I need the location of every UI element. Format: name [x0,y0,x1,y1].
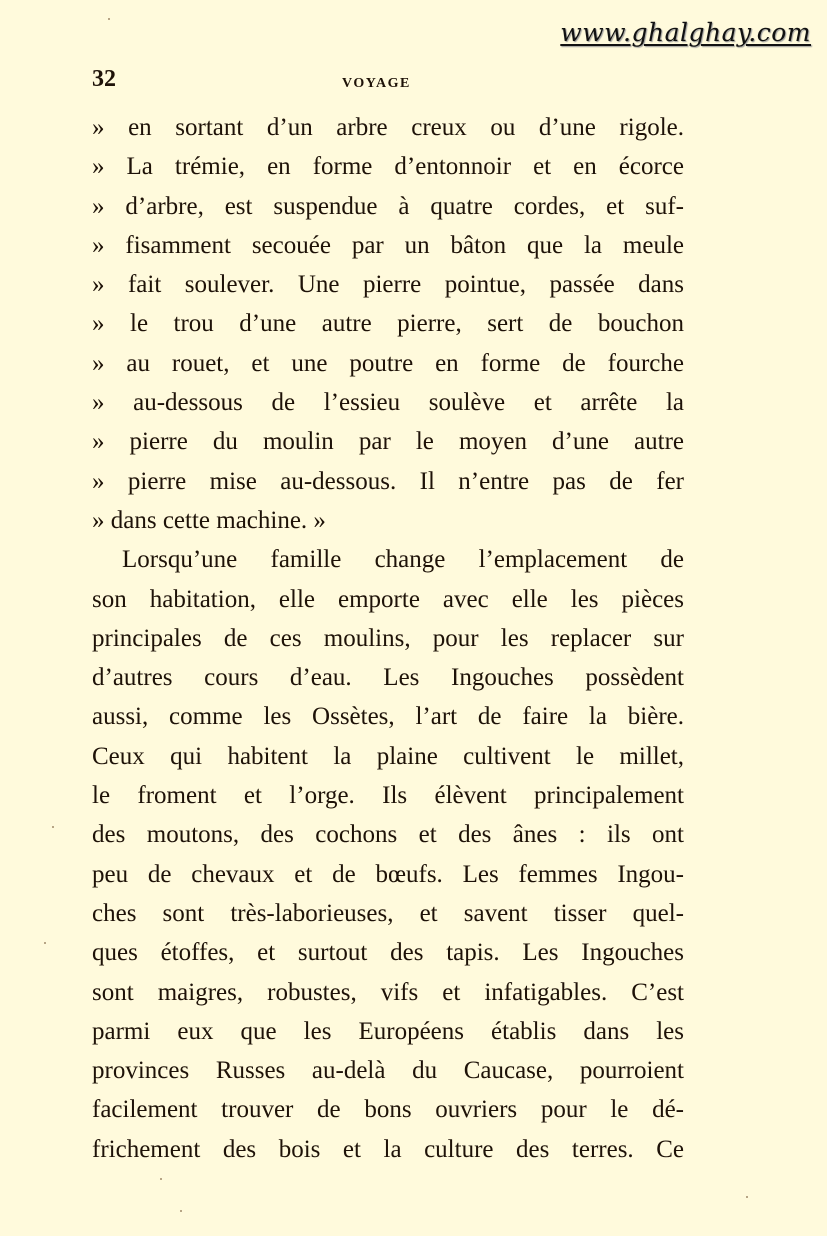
text-line: » le trou d’une autre pierre, sert de bouchon [92,310,684,338]
text-line: principales de ces moulins, pour les replacer sur [92,624,684,652]
paragraph-first-line: Lorsqu’une famille change l’emplacement de [122,546,684,574]
scan-speck [180,1210,182,1212]
text-line: » pierre du moulin par le moyen d’une autre [92,428,684,456]
scan-speck [746,1196,748,1198]
watermark-url: www.ghalghay.com [560,18,811,47]
text-line: ques étoffes, et surtout des tapis. Les Ingouches [92,939,684,967]
text-line: ches sont très-laborieuses, et savent tisser quel- [92,899,684,927]
text-line: frichement des bois et la culture des terres. Ce [92,1135,684,1163]
scan-speck [44,942,46,944]
text-line: » dans cette machine. » [92,506,326,534]
text-line: le froment et l’orge. Ils élèvent principalement [92,782,684,810]
running-head [92,66,682,96]
text-line: » au-dessous de l’essieu soulève et arrête la [92,389,684,417]
text-line: facilement trouver de bons ouvriers pour le dé- [92,1096,684,1124]
text-line: sont maigres, robustes, vifs et infatigables. C’est [92,978,684,1006]
text-line: » en sortant d’un arbre creux ou d’une rigole. [92,114,684,141]
text-line: d’autres cours d’eau. Les Ingouches possèdent [92,664,684,692]
text-line: » fait soulever. Une pierre pointue, passée dans [92,271,684,299]
text-line: » fisamment secouée par un bâton que la meule [92,231,684,259]
text-line: » d’arbre, est suspendue à quatre cordes, et suf- [92,192,684,220]
text-line: provinces Russes au-delà du Caucase, pourroient [92,1057,684,1085]
running-title: VOYAGE [342,76,411,91]
scan-speck [52,826,54,828]
page-number: 32 [92,66,116,92]
text-line: Ceux qui habitent la plaine cultivent le millet, [92,742,684,770]
text-line: » pierre mise au-dessous. Il n’entre pas de fer [92,467,684,495]
scan-speck [108,18,110,20]
scan-speck [160,1178,162,1180]
text-line: » La trémie, en forme d’entonnoir et en écorce [92,153,684,181]
text-line: parmi eux que les Européens établis dans les [92,1017,684,1045]
text-line: des moutons, des cochons et des ânes : ils ont [92,821,684,849]
page-body-text [92,108,684,1169]
text-line: son habitation, elle emporte avec elle les pièces [92,585,684,613]
text-line: » au rouet, et une poutre en forme de fourche [92,349,684,377]
text-line: aussi, comme les Ossètes, l’art de faire la bière. [92,703,684,731]
text-line: peu de chevaux et de bœufs. Les femmes Ingou- [92,860,684,888]
